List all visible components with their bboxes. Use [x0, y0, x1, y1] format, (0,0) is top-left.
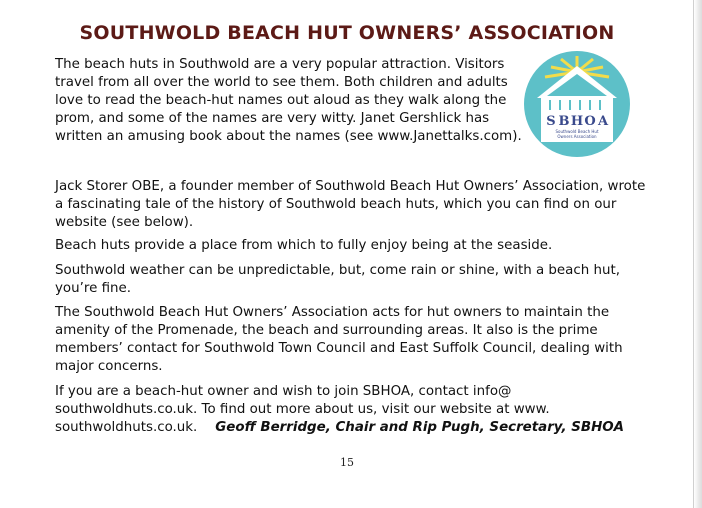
page-title: SOUTHWOLD BEACH HUT OWNERS’ ASSOCIATION — [79, 22, 615, 44]
paragraph-intro: The beach huts in Southwold are a very popular attraction. Visitors travel from all over the world to see them. Both children and adults love to read the beach-hut names out aloud as they walk along the prom, and some of the names are very witty. Janet Gershlick has written an amusing book about the names (see www.Janettalks.com). — [55, 57, 522, 144]
paragraph-weather: Southwold weather can be unpredictable, but, come rain or shine, with a beach hut, you’re fine. — [55, 263, 620, 296]
logo-letter: A — [597, 114, 609, 129]
sbhoa-logo — [523, 50, 631, 158]
paragraph-contact — [55, 383, 655, 437]
logo-caption: Owners Association — [557, 134, 597, 139]
paragraph-history: Jack Storer OBE, a founder member of Southwold Beach Hut Owners’ Association, wrote a fascinating tale of the history of Southwold beach huts, which you can find on our website (see below). — [55, 179, 646, 230]
page-edge — [693, 0, 702, 508]
contact-text: If you are a beach-hut owner and wish to join SBHOA, contact info@ southwoldhuts.co.uk. To find out more about us, visit our website at www. southwoldhuts.co.uk. — [55, 384, 550, 435]
signature: Geoff Berridge, Chair and Rip Pugh, Secretary, SBHOA — [215, 420, 625, 435]
logo-letter: O — [584, 114, 596, 129]
logo-letter: B — [558, 114, 570, 129]
logo-caption: Southwold Beach Hut — [555, 129, 599, 134]
logo-letter: H — [570, 114, 584, 129]
paragraph-association: The Southwold Beach Hut Owners’ Association acts for hut owners to maintain the amenity of the Promenade, the beach and surrounding areas. It also is the prime members’ contact for Southwold Town Council and East Suffolk Council, dealing with major concerns. — [55, 305, 623, 374]
page-number: 15 — [340, 456, 354, 469]
paragraph-seaside: Beach huts provide a place from which to fully enjoy being at the seaside. — [55, 238, 553, 253]
logo-letter: S — [546, 114, 556, 129]
